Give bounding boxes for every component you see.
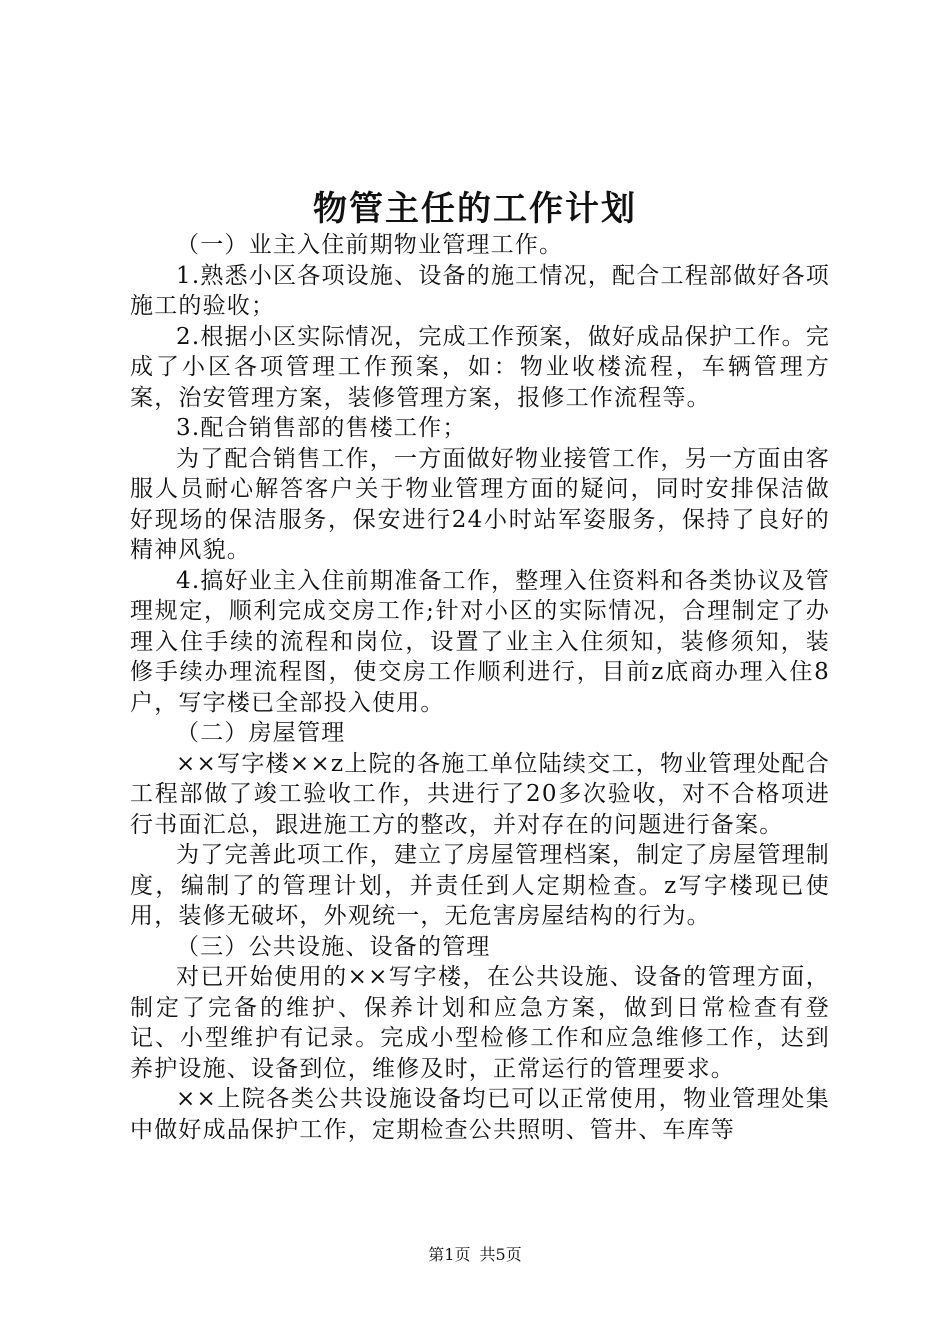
section-heading-2: （二）房屋管理 — [176, 720, 346, 746]
page-number: 第1页 — [428, 1245, 471, 1264]
page-footer — [0, 1243, 950, 1267]
paragraph: 对已开始使用的××写字楼，在公共设施、设备的管理方面，制定了完备的维护、保养计划和应急方案，做到日常检查有登记、小型维护有记录。完成小型检修工作和应急维修工作，达到养护设施、设备到位，维修及时，正常运行的管理要求。 — [130, 964, 830, 1082]
paragraph: ××写字楼××z上院的各施工单位陆续交工，物业管理处配合工程部做了竣工验收工作，共进行了20多次验收，对不合格项进行书面汇总，跟进施工方的整改，并对存在的问题进行备案。 — [130, 750, 830, 838]
page-total: 共5页 — [479, 1245, 522, 1264]
document-title: 物管主任的工作计划 — [313, 189, 637, 229]
paragraph: 1.熟悉小区各项设施、设备的施工情况，配合工程部做好各项施工的验收； — [130, 262, 830, 319]
section-heading-3: （三）公共设施、设备的管理 — [176, 933, 491, 960]
paragraph: 为了完善此项工作，建立了房屋管理档案，制定了房屋管理制度，编制了的管理计划，并责任到人定期检查。z写字楼现已使用，装修无破坏，外观统一，无危害房屋结构的行为。 — [130, 842, 830, 929]
document-body — [130, 230, 830, 1145]
section-heading-1: （一）业主入住前期物业管理工作。 — [176, 232, 564, 258]
paragraph: 4.搞好业主入住前期准备工作，整理入住资料和各类协议及管理规定，顺利完成交房工作;针对小区的实际情况，合理制定了办理入住手续的流程和岗位，设置了业主入住须知，装修须知，装修手续办理流程图，使交房工作顺利进行，目前z底商办理入住8户，写字楼已全部投入使用。 — [130, 567, 830, 716]
paragraph: ××上院各类公共设施设备均已可以正常使用，物业管理处集中做好成品保护工作，定期检查公共照明、管井、车库等 — [130, 1086, 830, 1143]
paragraph: 3.配合销售部的售楼工作； — [176, 415, 467, 441]
paragraph: 2.根据小区实际情况，完成工作预案，做好成品保护工作。完成了小区各项管理工作预案，如：物业收楼流程，车辆管理方案，治安管理方案，装修管理方案，报修工作流程等。 — [130, 323, 830, 411]
paragraph: 为了配合销售工作，一方面做好物业接管工作，另一方面由客服人员耐心解答客户关于物业管理方面的疑问，同时安排保洁做好现场的保洁服务，保安进行24小时站军姿服务，保持了良好的精神风貌。 — [130, 445, 830, 563]
